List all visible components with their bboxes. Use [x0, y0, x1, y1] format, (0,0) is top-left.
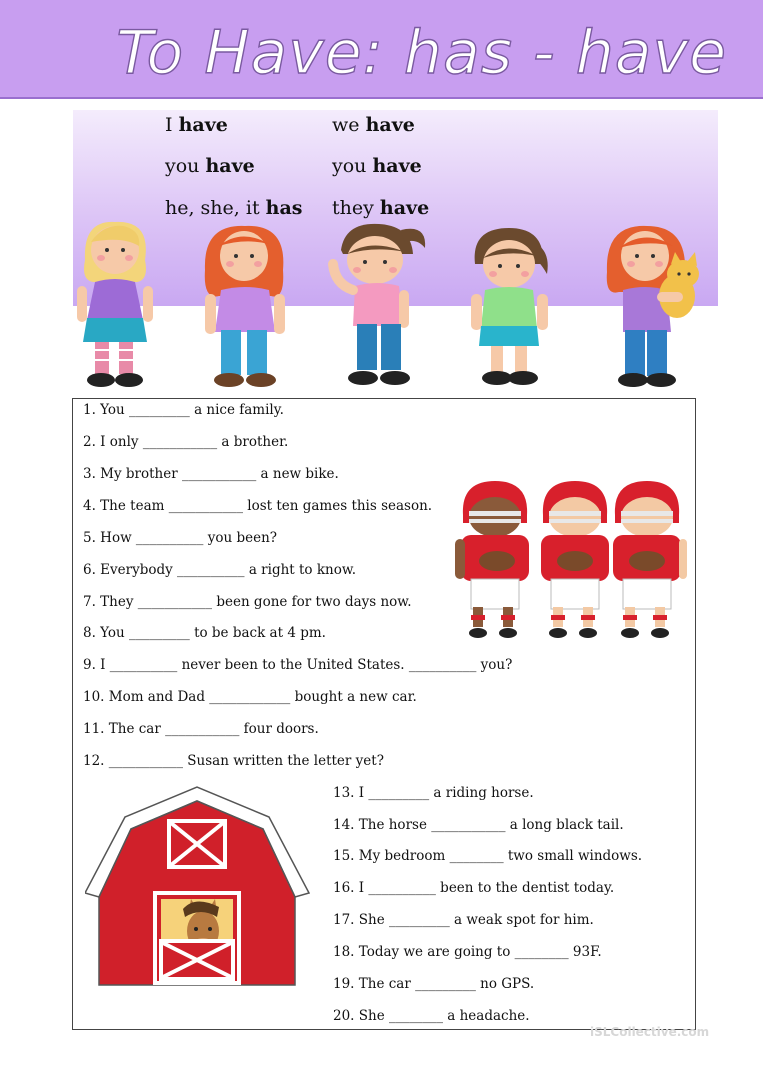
question-5: 5. How __________ you been? — [83, 530, 278, 546]
question-14: 14. The horse ___________ a long black tail. — [333, 817, 624, 833]
question-10: 10. Mom and Dad ____________ bought a new car. — [83, 689, 417, 705]
question-15: 15. My bedroom ________ two small windows. — [333, 848, 643, 864]
question-13: 13. I _________ a riding horse. — [333, 785, 534, 801]
kid-with-cat — [607, 226, 699, 387]
question-2: 2. I only ___________ a brother. — [83, 434, 289, 450]
kid-ponytail — [471, 228, 548, 385]
question-8: 8. You _________ to be back at 4 pm. — [83, 625, 326, 641]
kid-waving — [333, 224, 425, 385]
watermark: iSLCollective.com — [590, 1025, 710, 1039]
question-6: 6. Everybody __________ a right to know. — [83, 562, 357, 578]
conjugation-you-plural: you have — [332, 155, 422, 177]
question-18: 18. Today we are going to ________ 93F. — [333, 944, 602, 960]
conjugation-he-she-it: he, she, it has — [165, 197, 303, 219]
page-title: To Have: has - have — [116, 18, 727, 88]
header-banner — [0, 0, 763, 99]
question-19: 19. The car _________ no GPS. — [333, 976, 535, 992]
kid-blonde — [77, 222, 153, 387]
conjugation-you: you have — [165, 155, 255, 177]
question-11: 11. The car ___________ four doors. — [83, 721, 319, 737]
question-16: 16. I __________ been to the dentist today. — [333, 880, 615, 896]
player-3 — [613, 481, 687, 638]
question-7: 7. They ___________ been gone for two days now. — [83, 594, 412, 610]
question-17: 17. She _________ a weak spot for him. — [333, 912, 594, 928]
barn-illustration — [85, 785, 310, 990]
football-players-illustration — [455, 475, 690, 645]
player-2 — [541, 481, 609, 638]
question-1: 1. You _________ a nice family. — [83, 402, 284, 418]
question-20: 20. She ________ a headache. — [333, 1008, 530, 1024]
question-9: 9. I __________ never been to the United States. __________ you? — [83, 657, 513, 673]
conjugation-i: I have — [165, 114, 228, 136]
player-1 — [455, 481, 529, 638]
conjugation-we: we have — [332, 114, 415, 136]
question-3: 3. My brother ___________ a new bike. — [83, 466, 339, 482]
conjugation-they: they have — [332, 197, 430, 219]
question-12: 12. ___________ Susan written the letter yet? — [83, 753, 384, 769]
kid-redhead — [205, 226, 285, 387]
question-4: 4. The team ___________ lost ten games this season. — [83, 498, 433, 514]
kids-illustration — [73, 220, 718, 395]
